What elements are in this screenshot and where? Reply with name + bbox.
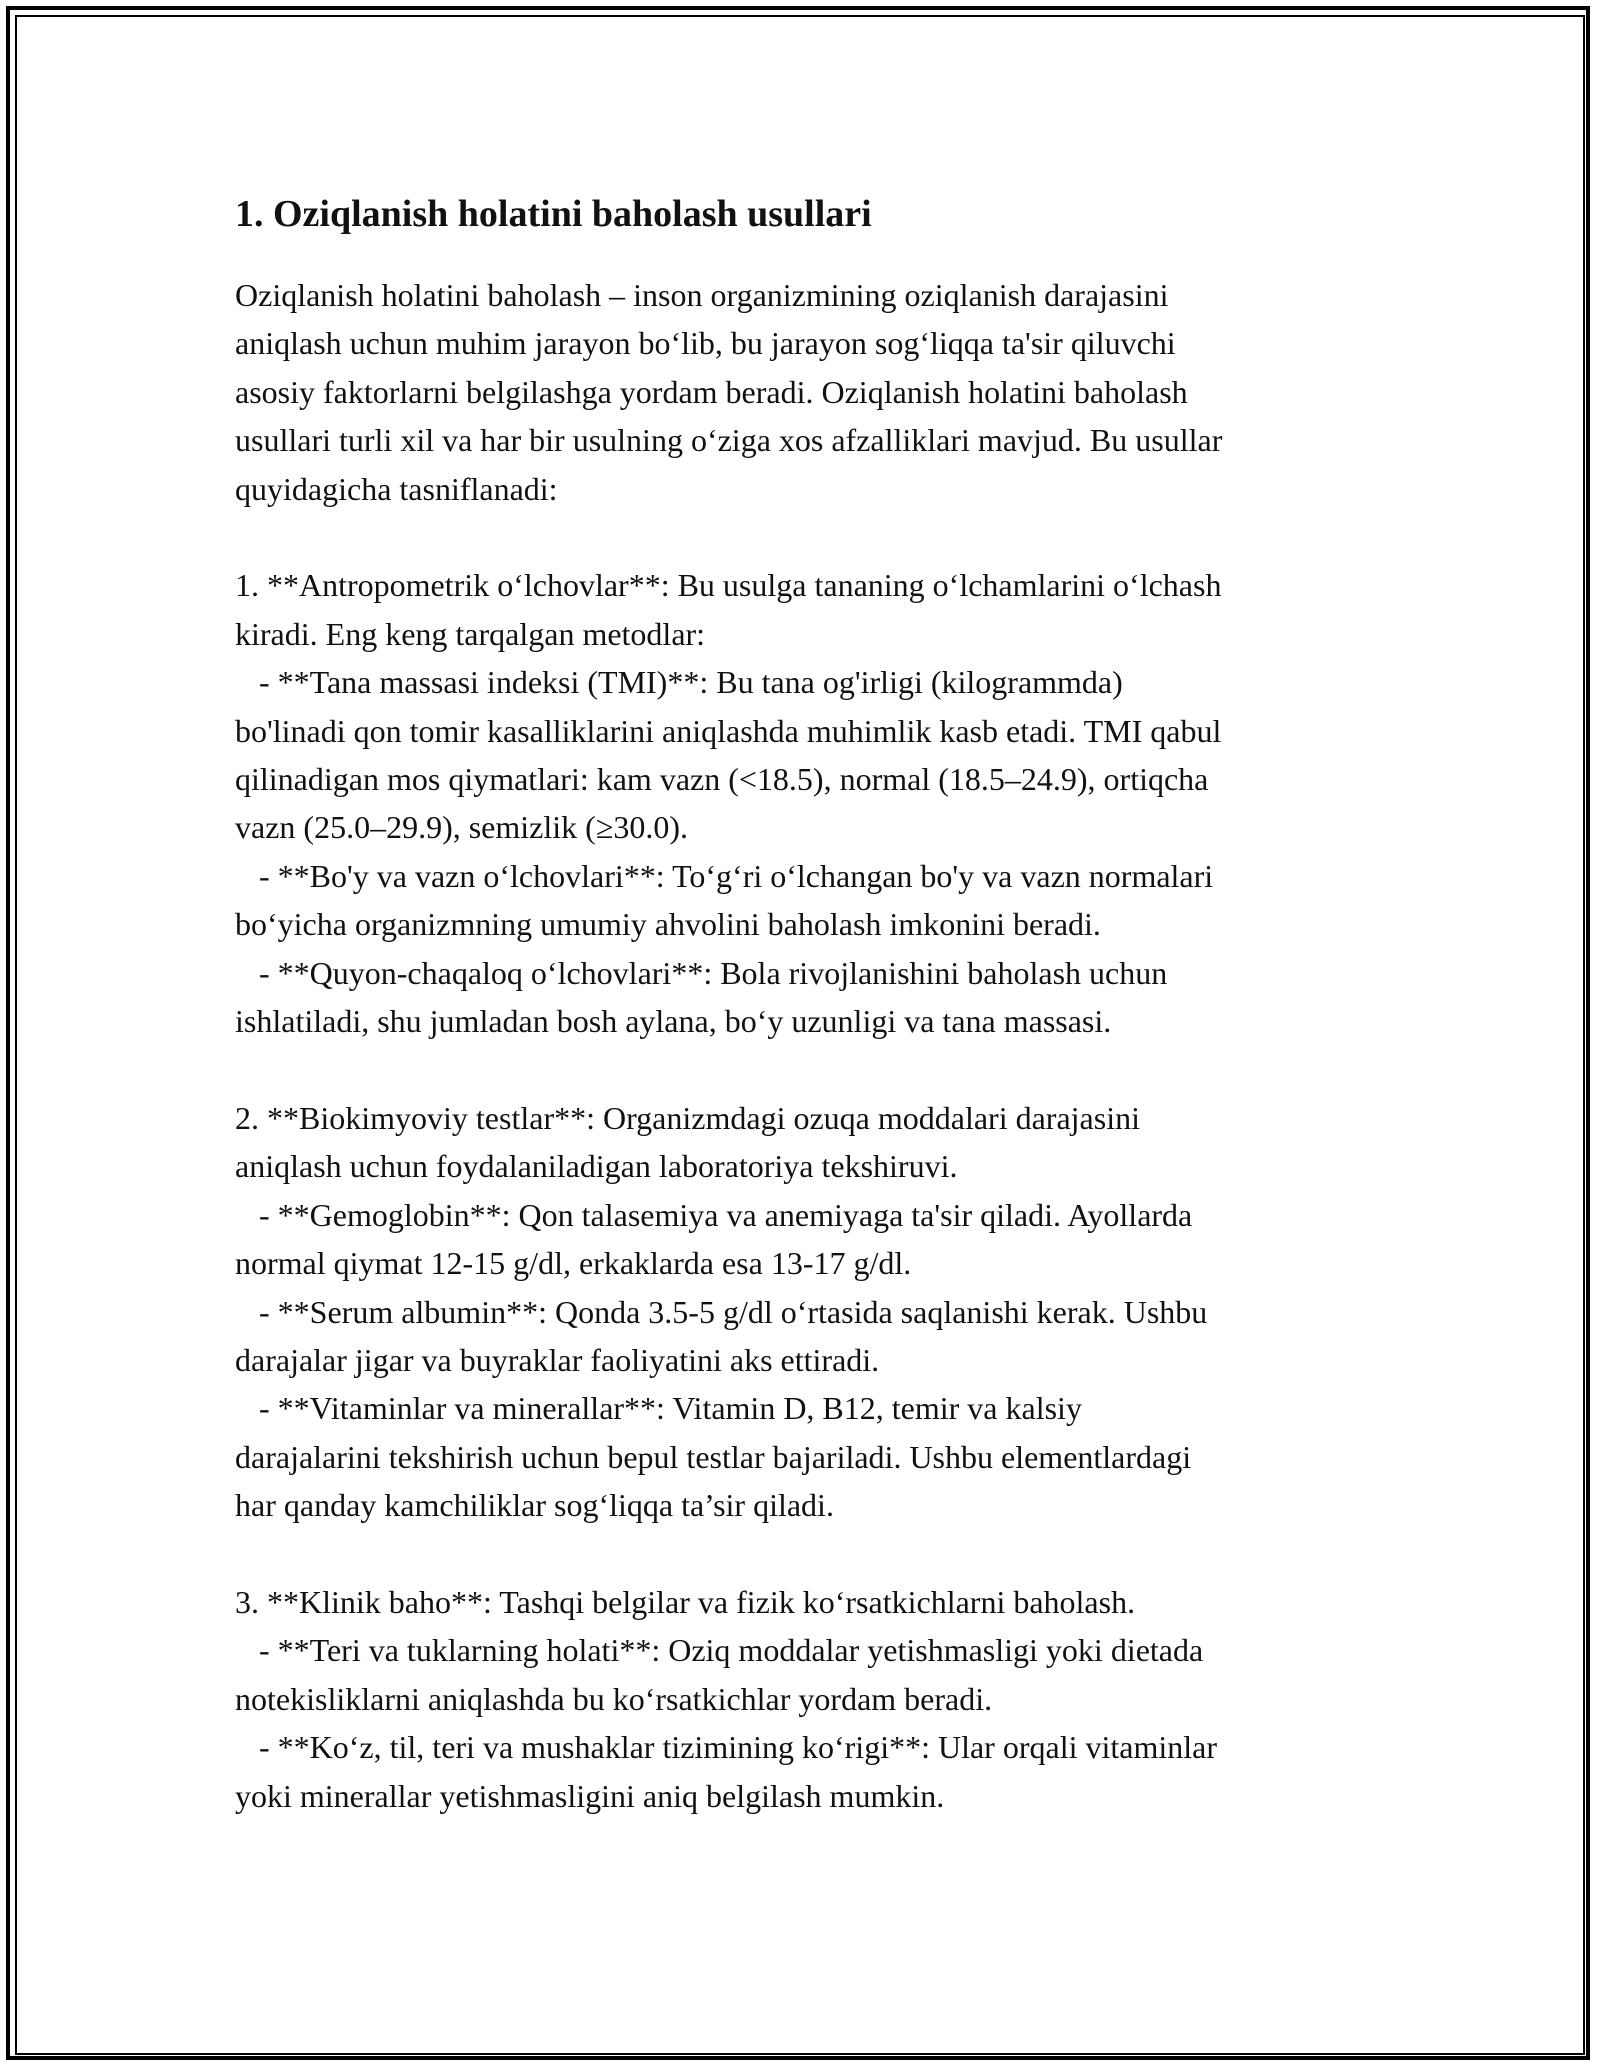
- section-heading: 1. Oziqlanish holatini baholash usullari: [235, 193, 872, 235]
- section-body-text: Oziqlanish holatini baholash – inson organizmining oziqlanish darajasini aniqlash uchun muhim jarayon bo‘lib, bu jarayon sog‘liqqa ta'sir qiluvchi asosiy faktorlarni belgilashga yordam beradi. Oziqlanish holatini baholash usullari turli xil va har bir usulning o‘ziga xos afzalliklari mavjud. Bu usullar quyidagicha tasniflanadi: 1. **Antropometrik o‘lchovlar**: Bu usulga tananing o‘lchamlarini o‘lchash kiradi. Eng keng tarqalgan metodlar: - **Tana massasi indeksi (TMI)**: Bu tana og'irligi (kilogrammda) bo'linadi qon tomir kasalliklarini aniqlashda muhimlik kasb etadi. TMI qabul qilinadigan mos qiymatlari: kam vazn (<18.5), normal (18.5–24.9), ortiqcha vazn (25.0–29.9), semizlik (≥30.0). - **Bo'y va vazn o‘lchovlari**: To‘g‘ri o‘lchangan bo'y va vazn normalari bo‘yicha organizmning umumiy ahvolini baholash imkonini beradi. - **Quyon-chaqaloq o‘lchovlari**: Bola rivojlanishini baholash uchun ishlatiladi, shu jumladan bosh aylana, bo‘y uzunligi va tana massasi. 2. **Biokimyoviy testlar**: Organizmdagi ozuqa moddalari darajasini aniqlash uchun foydalaniladigan laboratoriya tekshiruvi. - **Gemoglobin**: Qon talasemiya va anemiyaga ta'sir qiladi. Ayollarda normal qiymat 12-15 g/dl, erkaklarda esa 13-17 g/dl. - **Serum albumin**: Qonda 3.5-5 g/dl o‘rtasida saqlanishi kerak. Ushbu darajalar jigar va buyraklar faoliyatini aks ettiradi. - **Vitaminlar va minerallar**: Vitamin D, B12, temir va kalsiy darajalarini tekshirish uchun bepul testlar bajariladi. Ushbu elementlardagi har qanday kamchiliklar sog‘liqqa ta’sir qiladi. 3. **Klinik baho**: Tashqi belgilar va fizik ko‘rsatkichlarni baholash. - **Teri va tuklarning holati**: Oziq moddalar yetishmasligi yoki dietada notekisliklarni aniqlashda bu ko‘rsatkichlar yordam beradi. - **Ko‘z, til, teri va mushaklar tizimining ko‘rigi**: Ular orqali vitaminlar yoki minerallar yetishmasligini aniq belgilash mumkin.: [235, 277, 1223, 1814]
- document-content: [235, 185, 1375, 1820]
